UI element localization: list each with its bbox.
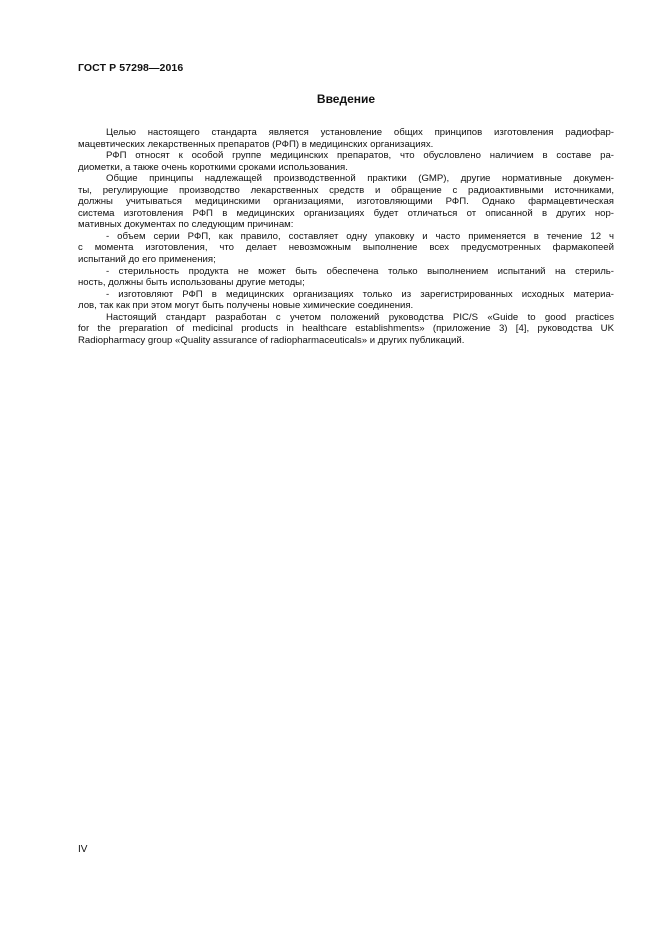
text-line: Настоящий стандарт разработан с учетом положений руководства PIC/S «Guide to good practices (106, 311, 614, 323)
text-line: for the preparation of medicinal products in healthcare establishments» (приложение 3) [4], руководства UK (78, 323, 614, 335)
text-line: мацевтических лекарственных препаратов (РФП) в медицинских организациях. (78, 138, 434, 150)
text-line: Целью настоящего стандарта является установление общих принципов изготовления радиофар- (106, 127, 614, 138)
text-line: система изготовления РФП в медицинских организациях будет отличаться от описанной в других нор- (78, 207, 614, 219)
text-line: РФП относят к особой группе медицинских препаратов, что обусловлено наличием в составе ра- (106, 150, 614, 162)
text-line: ность, должны быть использованы другие методы; (78, 277, 305, 289)
text-line: Общие принципы надлежащей производственной практики (GMP), другие нормативные докумен- (106, 173, 614, 185)
text-line: лов, так как при этом могут быть получены новые химические соединения. (78, 300, 414, 312)
text-line: Radiopharmacy group «Quality assurance of radiopharmaceuticals» и других публикаций. (78, 334, 465, 346)
text-line: - объем серии РФП, как правило, составляет одну упаковку и часто применяется в течение 12 ч (106, 230, 614, 242)
section-title: Введение (316, 92, 376, 106)
body-text (78, 127, 614, 346)
text-line: - стерильность продукта не может быть обеспечена только выполнением испытаний на стериль- (106, 265, 614, 277)
text-line: испытаний до его применения; (78, 254, 216, 266)
text-line: должны учитываться медицинскими организациями, изготовляющими РФП. Однако фармацевтическая (78, 196, 614, 208)
text-line: - изготовляют РФП в медицинских организациях только из зарегистрированных исходных материа- (106, 288, 614, 300)
text-line: диометки, а также очень короткими сроками использования. (78, 161, 348, 173)
text-line: мативных документах по следующим причинам: (78, 219, 294, 231)
text-line: ты, регулирующие производство лекарственных средств и обращение с радиоактивными источниками, (78, 184, 614, 196)
page-number: IV (78, 844, 88, 855)
document-number: ГОСТ Р 57298—2016 (78, 62, 184, 74)
text-line: с момента изготовления, что делает невозможным выполнение всех предусмотренных фармакопеей (78, 242, 614, 254)
